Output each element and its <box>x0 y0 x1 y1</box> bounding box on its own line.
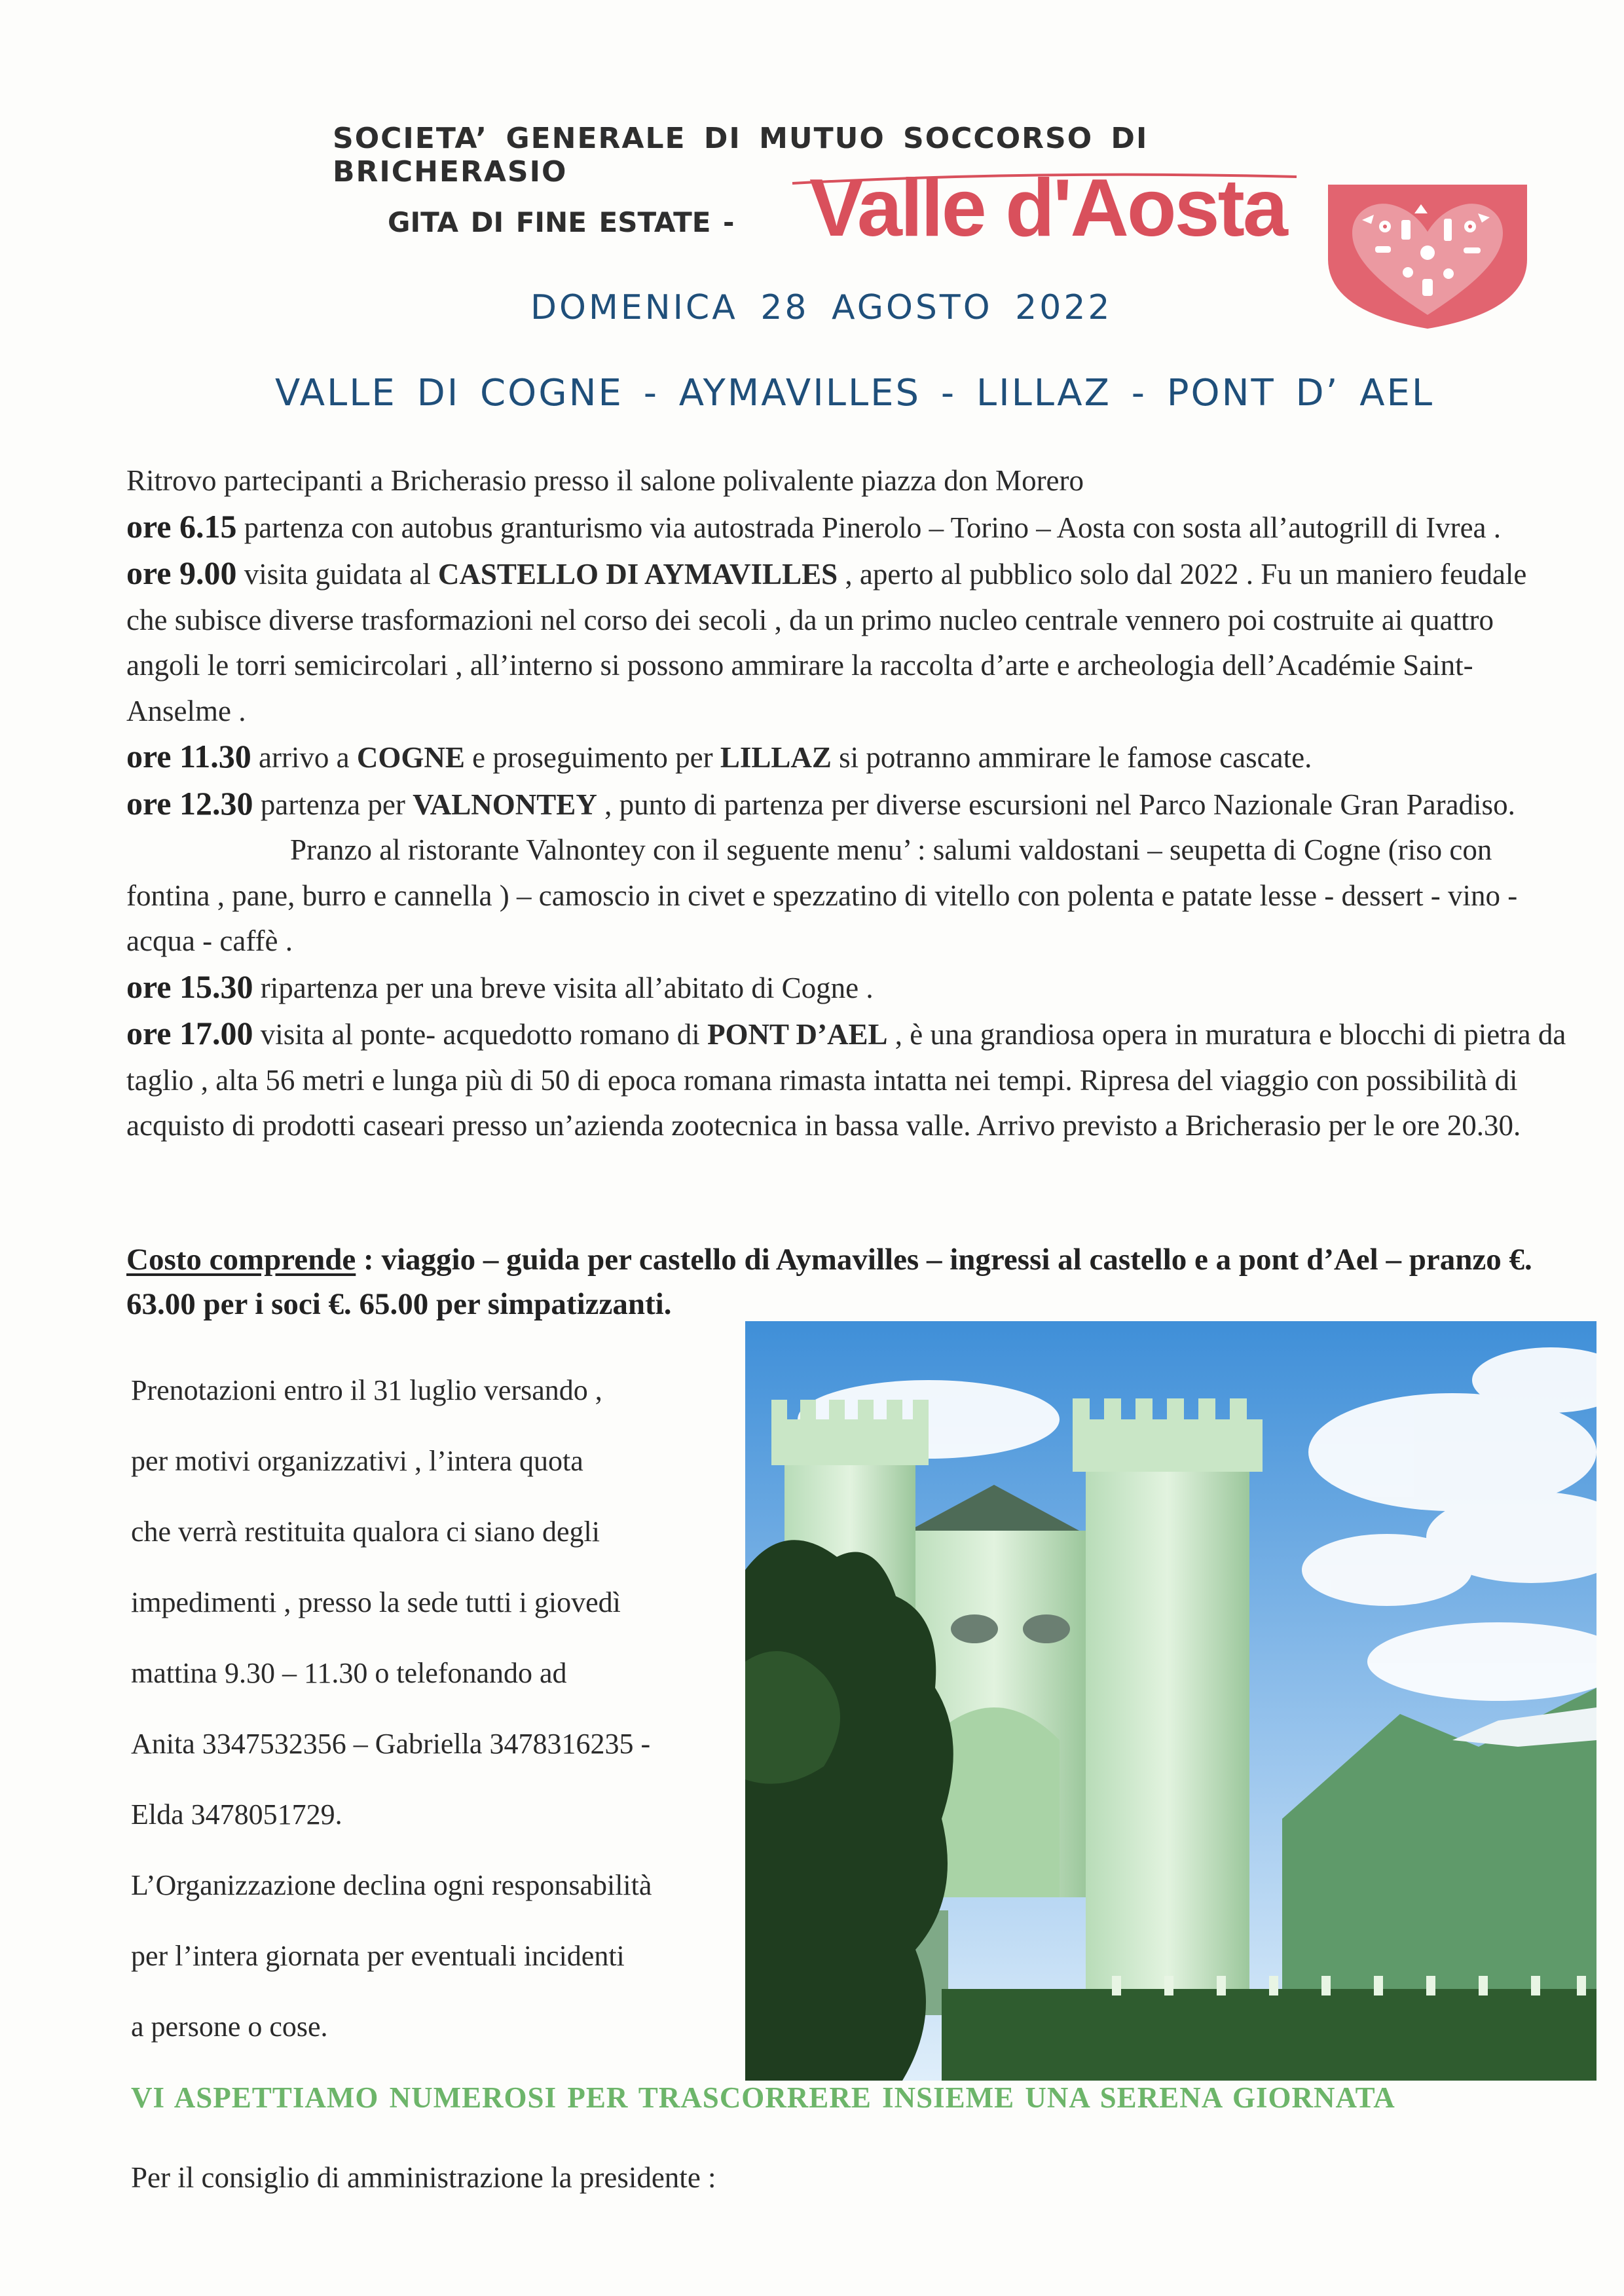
program-text: visita guidata al <box>244 558 431 591</box>
place-name: CASTELLO DI AYMAVILLES <box>437 558 838 591</box>
place-name: VALNONTEY <box>413 788 597 821</box>
castle-photo <box>745 1321 1596 2081</box>
place-name: LILLAZ <box>720 741 832 774</box>
program-item <box>126 551 1567 734</box>
program-text: e proseguimento per <box>472 741 713 774</box>
program-time: ore 12.30 <box>126 784 253 822</box>
booking-line: L’Organizzazione declina ogni responsabilità <box>131 1869 652 1901</box>
program-item <box>126 504 1567 551</box>
program-time: ore 15.30 <box>126 968 253 1005</box>
booking-line: mattina 9.30 – 11.30 o telefonando ad <box>131 1657 567 1689</box>
valle-daosta-logo: Valle d'Aosta <box>809 163 1286 253</box>
booking-line: impedimenti , presso la sede tutti i giovedì <box>131 1586 621 1618</box>
trip-label: GITA DI FINE ESTATE - <box>388 206 735 238</box>
booking-line: per l’intera giornata per eventuali incidenti <box>131 1940 625 1972</box>
program-text: partenza per <box>260 788 405 821</box>
trip-date: DOMENICA 28 AGOSTO 2022 <box>530 288 1113 327</box>
booking-info <box>131 1355 760 2062</box>
program-time: ore 6.15 <box>126 507 237 545</box>
program-item <box>126 1011 1567 1149</box>
cost-section <box>126 1237 1567 1326</box>
program-text: partenza con autobus granturismo via autostrada Pinerolo – Torino – Aosta con sosta all’autogrill di Ivrea . <box>244 511 1502 544</box>
signoff: Per il consiglio di amministrazione la presidente : <box>131 2161 716 2194</box>
program-text: arrivo a <box>258 741 350 774</box>
cost-text: : viaggio – guida per castello di Aymavilles – ingressi al castello e a pont d’Ael – pranzo €. 63.00 per i soci €. 65.00 per simpatizzanti. <box>126 1243 1532 1321</box>
meeting-point: Ritrovo partecipanti a Bricherasio presso il salone polivalente piazza don Morero <box>126 464 1084 497</box>
booking-line: Anita 3347532356 – Gabriella 3478316235 - <box>131 1728 651 1760</box>
program-time: ore 11.30 <box>126 738 251 774</box>
program-text: ripartenza per una breve visita all’abitato di Cogne . <box>260 971 874 1004</box>
place-name: COGNE <box>356 741 465 774</box>
booking-line: che verrà restituita qualora ci siano degli <box>131 1516 600 1548</box>
program-text: , è una grandiosa opera in muratura e blocchi di pietra da taglio , alta 56 metri e lunga più di 50 di epoca romana rimasta intatta nei tempi. Ripresa del viaggio con possibilità di acquisto di prodotti caseari presso un’azienda zootecnica in bassa valle. Arrivo previsto a Bricherasio per le ore 20.30. <box>126 1018 1566 1142</box>
booking-line: a persone o cose. <box>131 2011 328 2043</box>
program-text: , punto di partenza per diverse escursioni nel Parco Nazionale Gran Paradiso. <box>604 788 1515 821</box>
place-name: PONT D’AEL <box>707 1018 888 1051</box>
program-item <box>126 734 1567 781</box>
program-text: si potranno ammirare le famose cascate. <box>839 741 1312 774</box>
booking-line: per motivi organizzativi , l’intera quota <box>131 1445 583 1477</box>
valle-daosta-crest-icon <box>1323 181 1532 331</box>
program-time: ore 17.00 <box>126 1015 253 1051</box>
program-text: , aperto al pubblico solo dal 2022 . Fu un maniero feudale che subisce diverse trasformazioni nel corso dei secoli , da un primo nucleo centrale vennero poi costruite ai quattro angoli le torri semicircolari , all’interno si possono ammirare la raccolta d’arte e archeologia dell’Académie Saint- Anselme . <box>126 558 1527 727</box>
booking-line: Prenotazioni entro il 31 luglio versando , <box>131 1374 602 1406</box>
program-time: ore 9.00 <box>126 555 237 591</box>
society-name: SOCIETA’ GENERALE DI MUTUO SOCCORSO DI BRICHERASIO <box>333 122 1149 189</box>
cost-label: Costo comprende <box>126 1243 356 1277</box>
program-item <box>126 781 1567 964</box>
trip-route: VALLE DI COGNE - AYMAVILLES - LILLAZ - PONT D’ AEL <box>275 372 1435 414</box>
program-item <box>126 964 1567 1011</box>
booking-line: Elda 3478051729. <box>131 1798 342 1831</box>
program-text: visita al ponte- acquedotto romano di <box>260 1018 700 1051</box>
program-text <box>126 458 1567 1149</box>
lunch-menu: Pranzo al ristorante Valnontey con il seguente menu’ : salumi valdostani – seupetta di Cogne (riso con fontina , pane, burro e cannella ) – camoscio in civet e spezzatino di vitello con polenta e patate lesse - dessert - vino - acqua - caffè . <box>126 833 1518 957</box>
closing-message: VI ASPETTIAMO NUMEROSI PER TRASCORRERE INSIEME UNA SERENA GIORNATA <box>131 2081 1395 2114</box>
